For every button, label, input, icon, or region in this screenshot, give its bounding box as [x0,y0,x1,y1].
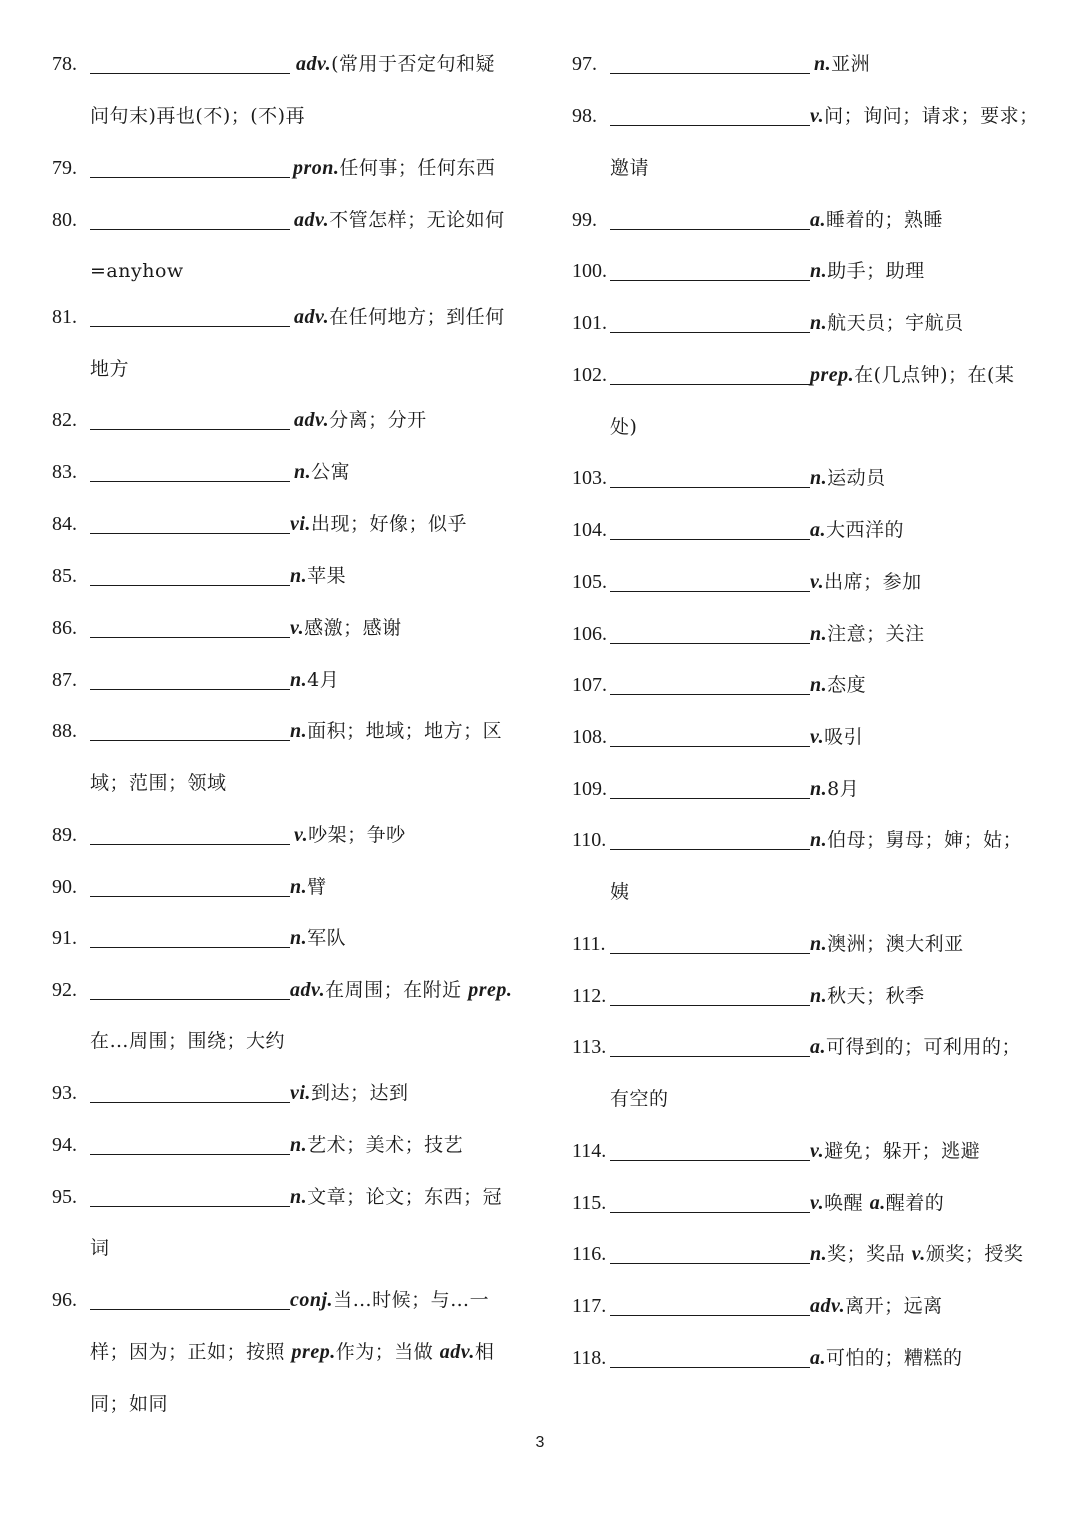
entry-definition: a.可怕的；糟糕的 [810,1347,963,1369]
entry-definition: n.态度 [810,674,867,696]
answer-blank[interactable] [610,694,810,695]
entry-definition: n.秋天；秋季 [810,985,925,1007]
answer-blank[interactable] [90,999,290,1000]
answer-blank[interactable] [610,1160,810,1161]
answer-blank[interactable] [90,896,290,897]
entry-continuation: 词 [90,1237,110,1259]
answer-blank[interactable] [90,429,290,430]
entry-number: 101. [572,312,607,334]
answer-blank[interactable] [610,332,810,333]
entry-number: 102. [572,364,607,386]
entry-number: 98. [572,105,597,127]
answer-blank[interactable] [610,487,810,488]
entry-continuation: 姨 [610,881,630,903]
answer-blank[interactable] [90,637,290,638]
entry-definition: vi.出现；好像；似乎 [290,513,467,535]
entry-definition: n.臂 [290,876,327,898]
entry-number: 84. [52,513,77,535]
entry-continuation: 处) [610,416,638,438]
entry-definition: a.大西洋的 [810,519,905,541]
entry-number: 78. [52,53,77,75]
entry-number: 114. [572,1140,607,1162]
answer-blank[interactable] [610,643,810,644]
entry-definition: n.公寓 [294,461,351,483]
entry-definition: adv.不管怎样；无论如何 [294,209,505,231]
answer-blank[interactable] [90,689,290,690]
entry-continuation: 问句末)再也(不)；(不)再 [90,105,306,127]
entry-definition: n.亚洲 [814,53,871,75]
entry-definition: pron.任何事；任何东西 [293,157,496,179]
entry-definition: adv.在周围；在附近 prep. [290,979,513,1001]
entry-number: 87. [52,669,77,691]
entry-continuation: =anyhow [90,260,184,282]
answer-blank[interactable] [90,229,290,230]
entry-continuation: 同；如同 [90,1393,169,1415]
entry-number: 118. [572,1347,607,1369]
entry-number: 97. [572,53,597,75]
entry-number: 92. [52,979,77,1001]
entry-number: 83. [52,461,77,483]
page-number: 3 [535,1434,545,1451]
entry-definition: v.感激；感谢 [290,617,402,639]
entry-definition: adv.在任何地方；到任何 [294,306,505,328]
entry-definition: n.文章；论文；东西；冠 [290,1186,503,1208]
answer-blank[interactable] [610,125,810,126]
entry-definition: n.航天员；宇航员 [810,312,964,334]
entry-definition: n.苹果 [290,565,347,587]
entry-definition: adv.分离；分开 [294,409,427,431]
answer-blank[interactable] [90,947,290,948]
entry-number: 103. [572,467,607,489]
entry-number: 89. [52,824,77,846]
entry-definition: n.8月 [810,778,860,800]
answer-blank[interactable] [610,539,810,540]
entry-definition: conj.当…时候；与…一 [290,1289,490,1311]
entry-number: 117. [572,1295,607,1317]
entry-continuation: 样；因为；正如；按照 prep.作为；当做 adv.相 [90,1341,495,1363]
answer-blank[interactable] [90,1102,290,1103]
entry-definition: n.4月 [290,669,340,691]
answer-blank[interactable] [610,1315,810,1316]
entry-number: 110. [572,829,607,851]
answer-blank[interactable] [90,1154,290,1155]
entry-definition: n.运动员 [810,467,886,489]
entry-definition: n.注意；关注 [810,623,925,645]
entry-definition: n.奖；奖品 v.颁奖；授奖 [810,1243,1024,1265]
entry-number: 91. [52,927,77,949]
entry-definition: a.可得到的；可利用的； [810,1036,1022,1058]
entry-definition: v.唤醒 a.醒着的 [810,1192,945,1214]
answer-blank[interactable] [610,229,810,230]
entry-definition: v.吵架；争吵 [294,824,406,846]
entry-number: 116. [572,1243,607,1265]
answer-blank[interactable] [90,533,290,534]
entry-continuation: 有空的 [610,1088,669,1110]
entry-definition: v.出席；参加 [810,571,922,593]
entry-definition: n.军队 [290,927,347,949]
answer-blank[interactable] [610,849,810,850]
entry-definition: prep.在(几点钟)；在(某 [810,364,1015,386]
answer-blank[interactable] [610,591,810,592]
entry-number: 111. [572,933,606,955]
entry-number: 94. [52,1134,77,1156]
answer-blank[interactable] [90,740,290,741]
answer-blank[interactable] [610,1263,810,1264]
entry-number: 82. [52,409,77,431]
entry-number: 96. [52,1289,77,1311]
answer-blank[interactable] [610,1056,810,1057]
entry-number: 93. [52,1082,77,1104]
entry-continuation: 域；范围；领域 [90,772,227,794]
entry-definition: a.睡着的；熟睡 [810,209,944,231]
entry-number: 81. [52,306,77,328]
answer-blank[interactable] [610,73,810,74]
answer-blank[interactable] [90,326,290,327]
answer-blank[interactable] [90,1206,290,1207]
entry-definition: n.艺术；美术；技艺 [290,1134,464,1156]
answer-blank[interactable] [90,1309,290,1310]
entry-number: 107. [572,674,607,696]
answer-blank[interactable] [90,73,290,74]
entry-number: 109. [572,778,607,800]
entry-definition: n.助手；助理 [810,260,925,282]
entry-number: 90. [52,876,77,898]
answer-blank[interactable] [610,1212,810,1213]
entry-number: 86. [52,617,77,639]
entry-number: 108. [572,726,607,748]
entry-definition: v.避免；躲开；逃避 [810,1140,981,1162]
answer-blank[interactable] [90,481,290,482]
entry-number: 113. [572,1036,607,1058]
answer-blank[interactable] [610,1367,810,1368]
answer-blank[interactable] [610,280,810,281]
answer-blank[interactable] [610,384,810,385]
entry-definition: v.问；询问；请求；要求； [810,105,1039,127]
entry-number: 79. [52,157,77,179]
entry-number: 105. [572,571,607,593]
answer-blank[interactable] [90,177,290,178]
entry-number: 100. [572,260,607,282]
entry-number: 88. [52,720,77,742]
entry-number: 80. [52,209,77,231]
entry-number: 99. [572,209,597,231]
entry-number: 104. [572,519,607,541]
entry-definition: n.伯母；舅母；婶；姑； [810,829,1023,851]
entry-continuation: 邀请 [610,157,650,179]
entry-definition: adv.(常用于否定句和疑 [296,53,496,75]
entry-number: 115. [572,1192,607,1214]
entry-number: 112. [572,985,607,1007]
answer-blank[interactable] [610,746,810,747]
answer-blank[interactable] [610,798,810,799]
answer-blank[interactable] [610,953,810,954]
entry-continuation: 地方 [90,358,130,380]
answer-blank[interactable] [90,585,290,586]
entry-definition: adv.离开；远离 [810,1295,943,1317]
entry-continuation: 在…周围；围绕；大约 [90,1030,286,1052]
entry-definition: n.澳洲；澳大利亚 [810,933,964,955]
answer-blank[interactable] [90,844,290,845]
entry-number: 95. [52,1186,77,1208]
entry-number: 106. [572,623,607,645]
entry-definition: v.吸引 [810,726,864,748]
answer-blank[interactable] [610,1005,810,1006]
entry-definition: n.面积；地域；地方；区 [290,720,503,742]
entry-definition: vi.到达；达到 [290,1082,409,1104]
entry-number: 85. [52,565,77,587]
